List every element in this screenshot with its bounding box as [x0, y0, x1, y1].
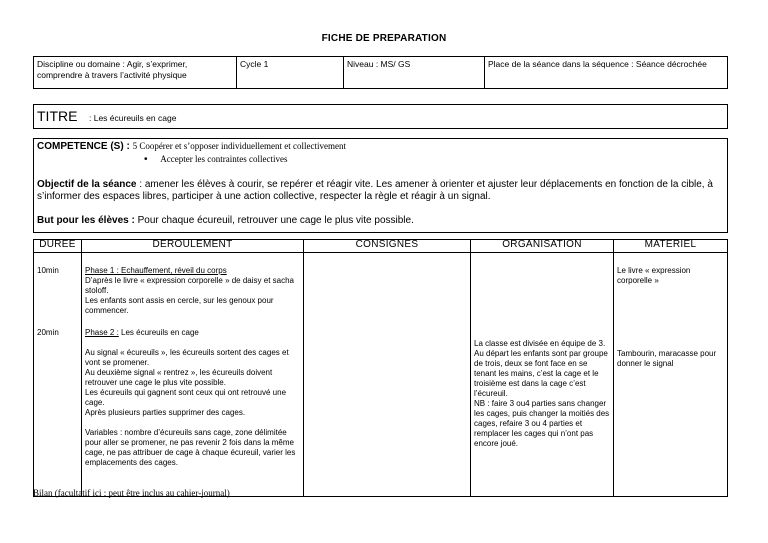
phase-1-text-2: Les enfants sont assis en cercle, sur les genoux pour commencer. [85, 296, 274, 315]
main-table [33, 239, 728, 497]
materiel-cell [614, 253, 728, 497]
phase-2-block [85, 328, 300, 468]
objectif-text: : amener les élèves à courir, se repérer et réagir vite. Les amener à orienter et ajuster leur déplacements en fonction de la cible, à s’informer des espaces libres, participer à une action collective, respecter la règle et réagir à un signal. [37, 179, 713, 202]
organisation-block [474, 339, 610, 449]
duree-2: 20min [37, 328, 59, 337]
titre-text: : Les écureuils en cage [89, 113, 177, 123]
header-deroulement: DEROULEMENT [82, 240, 304, 253]
but-block [37, 215, 414, 226]
phase-2-title: Phase 2 : [85, 328, 119, 337]
phase-1-block [85, 266, 300, 316]
but-label: But pour les élèves : [37, 215, 135, 226]
objectif-block [37, 179, 723, 203]
duree-cell [34, 253, 82, 497]
phase-2-heading [85, 328, 300, 338]
titre-label: TITRE [37, 108, 78, 124]
header-consignes: CONSIGNES [304, 240, 471, 253]
header-materiel: MATERIEL [614, 240, 728, 253]
phase-2-p5: Variables : nombre d’écureuils sans cage, zone délimitée pour aller se promener, ne pas revenir 2 fois dans la même cage, ne pas attribuer de cage à chaque écureuil, varier les emplacements des cages. [85, 428, 296, 467]
competences-label: COMPETENCE (S) : [37, 141, 130, 152]
titre-box [33, 104, 728, 129]
bilan-note: Bilan (facultatif ici : peut être inclus au cahier-journal) [33, 488, 230, 498]
header-table [33, 56, 728, 89]
competences-box [33, 138, 728, 233]
consignes-cell [304, 253, 471, 497]
but-text: Pour chaque écureuil, retrouver une cage le plus vite possible. [134, 215, 414, 226]
phase-2-title-rest: Les écureuils en cage [118, 328, 199, 337]
cycle-cell: Cycle 1 [237, 57, 344, 89]
objectif-label: Objectif de la séance [37, 179, 137, 190]
phase-1-text: D’après le livre « expression corporelle » de daisy et sacha stoloff. [85, 276, 294, 295]
materiel-2: Tambourin, maracasse pour donner le signal [617, 349, 717, 368]
competence-item-1: 5 Coopérer et s’opposer individuellement et collectivement [132, 141, 346, 151]
duree-1: 10min [37, 266, 59, 275]
place-cell: Place de la séance dans la séquence : Séance décrochée [485, 57, 728, 89]
niveau-cell: Niveau : MS/ GS [344, 57, 485, 89]
competence-item-2: Accepter les contraintes collectives [160, 154, 288, 164]
phase-2-p3: Les écureuils qui gagnent sont ceux qui ont retrouvé une cage. [85, 388, 287, 407]
phase-2-p2: Au deuxième signal « rentrez », les écureuils doivent retrouver une cage le plus vite possible. [85, 368, 273, 387]
materiel-1: Le livre « expression corporelle » [617, 266, 691, 285]
phase-2-p1: Au signal « écureuils », les écureuils sortent des cages et vont se promener. [85, 348, 289, 367]
phase-1-title: Phase 1 : Echauffement, réveil du corps [85, 266, 227, 275]
discipline-cell: Discipline ou domaine : Agir, s’exprimer, comprendre à travers l’activité physique [34, 57, 237, 89]
header-organisation: ORGANISATION [471, 240, 614, 253]
bullet: • [144, 154, 148, 165]
header-duree: DUREE [34, 240, 82, 253]
organisation-text: La classe est divisée en équipe de 3. Au départ les enfants sont par groupe de trois, deux se font face en se tenant les mains, c’est la cage et le troisième est dans la cage c’est l’écureuil. [474, 339, 608, 398]
organisation-cell [471, 253, 614, 497]
organisation-nb: NB : faire 3 ou4 parties sans changer les cages, puis changer la moitiés des cages, refaire 3 ou 4 parties et remplacer les cages qui n’ont pas encore joué. [474, 399, 610, 448]
competence-item-2-row [144, 154, 288, 165]
phase-2-p4: Après plusieurs parties supprimer des cages. [85, 408, 246, 417]
competences-line [37, 141, 346, 152]
page-title: FICHE DE PREPARATION [321, 33, 447, 44]
deroulement-cell [82, 253, 304, 497]
